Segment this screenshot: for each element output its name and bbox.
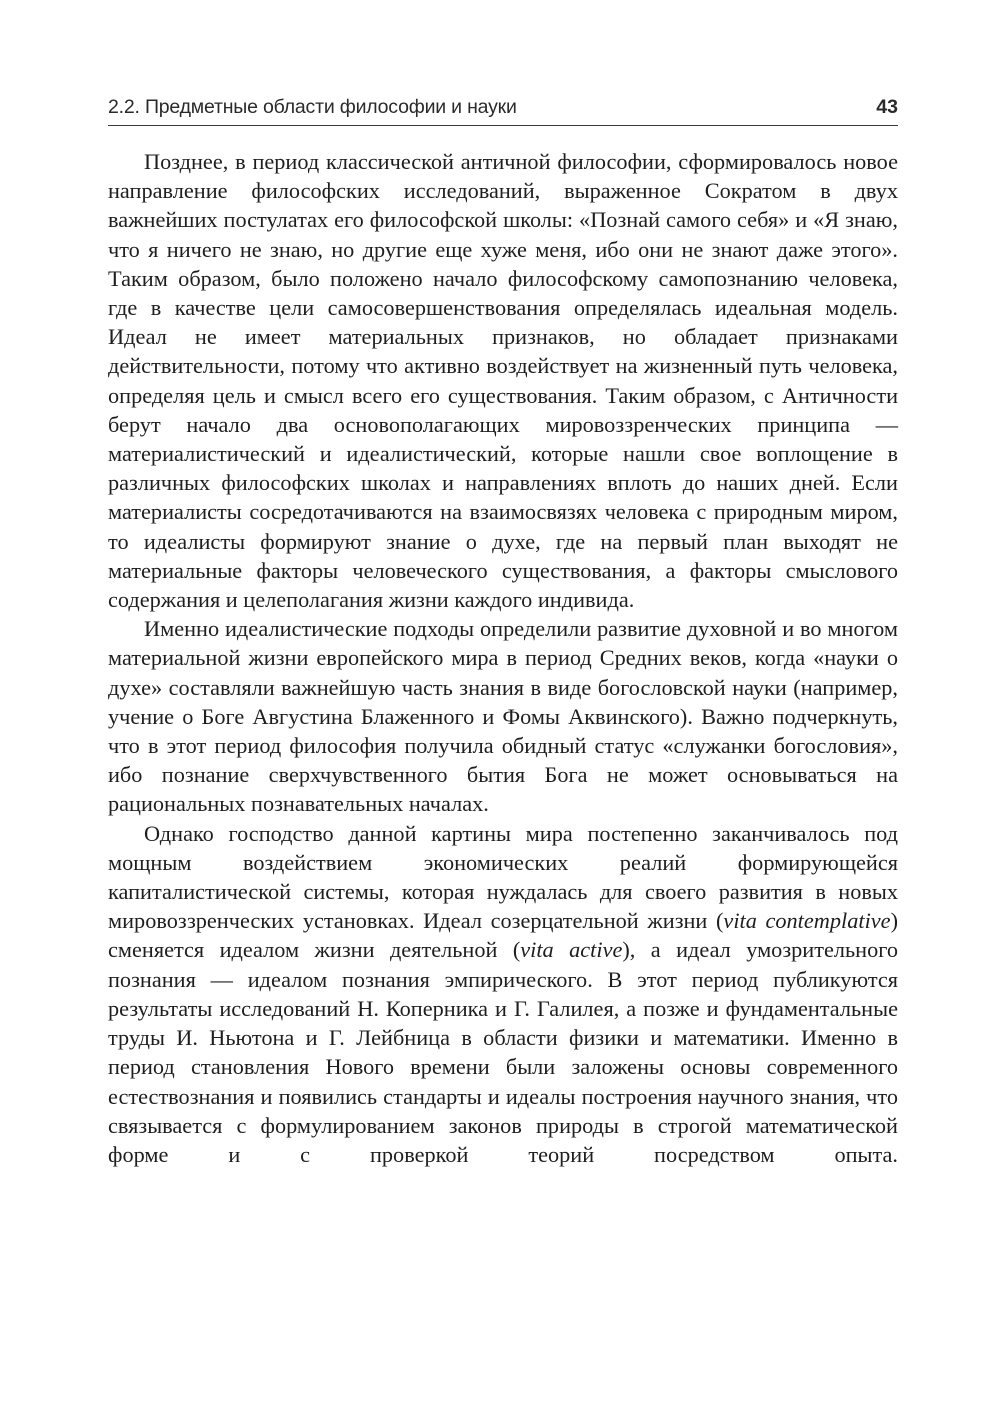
paragraph-2: Именно идеалистические подходы определили развитие духовной и во многом материальной жизни европейского мира в период Средних веков, когда «науки о духе» составляли важнейшую часть знания в виде богословской науки (например, учение о Боге Августина Блаженного и Фомы Аквинского). Важно подчеркнуть, что в этот период философия получила обидный статус «служанки богословия», ибо познание сверхчувственного бытия Бога не может основываться на рациональных познавательных началах.: [108, 616, 898, 817]
paragraph-3-text-e: ), а идеал умозрительного познания — идеалом познания эмпирического. В этот период публикуются результаты исследований Н. Коперника и Г. Галилея, а позже и фундаментальные труды И. Ньютона и Г. Лейбница в области физики и математики. Именно в период становления Нового времени были заложены основы современного естествознания и появились стандарты и идеалы построения научного знания, что связывается с формулированием законов природы в строгой математической форме и с проверкой теорий посредством опыта.: [108, 937, 898, 1167]
paragraph-3: [108, 819, 898, 1169]
page-number: 43: [876, 96, 898, 118]
paragraph-1: Позднее, в период классической античной философии, сформировалось новое направление философских исследований, выраженное Сократом в двух важнейших постулатах его философской школы: «Познай самого себя» и «Я знаю, что я ничего не знаю, но другие еще хуже меня, ибо они не знают даже этого». Таким образом, было положено начало философскому самопознанию человека, где в качестве цели самосовершенствования определялась идеальная модель. Идеал не имеет материальных признаков, но обладает признаками действительности, потому что активно воздействует на жизненный путь человека, определяя цель и смысл всего его существования. Таким образом, с Античности берут начало два основополагающих мировоззренческих принципа — материалистический и идеалистический, которые нашли свое воплощение в различных философских школах и направлениях вплоть до наших дней. Если материалисты сосредотачиваются на взаимосвязях человека с природным миром, то идеалисты формируют знание о духе, где на первый план выходят не материальные факторы человеческого существования, а факторы смыслового содержания и целеполагания жизни каждого индивида.: [108, 149, 898, 613]
section-title: 2.2. Предметные области философии и науки: [108, 96, 517, 118]
latin-term-contemplative: vita contemplative: [723, 908, 891, 934]
body-text: [108, 147, 898, 1169]
paragraph-3-text-a: Однако господство данной картины мира постепенно заканчивалось под мощным воздействием экономических реалий формирующейся капиталистической системы, которая нуждалась для своего развития в новых мировоззренческих установках. Идеал созерцательной жизни (: [108, 820, 898, 934]
paragraph-3-text-c: ) сменяется идеалом жизни деятельной (: [108, 908, 898, 963]
running-header: [108, 92, 898, 126]
latin-term-active: vita active: [520, 937, 623, 963]
